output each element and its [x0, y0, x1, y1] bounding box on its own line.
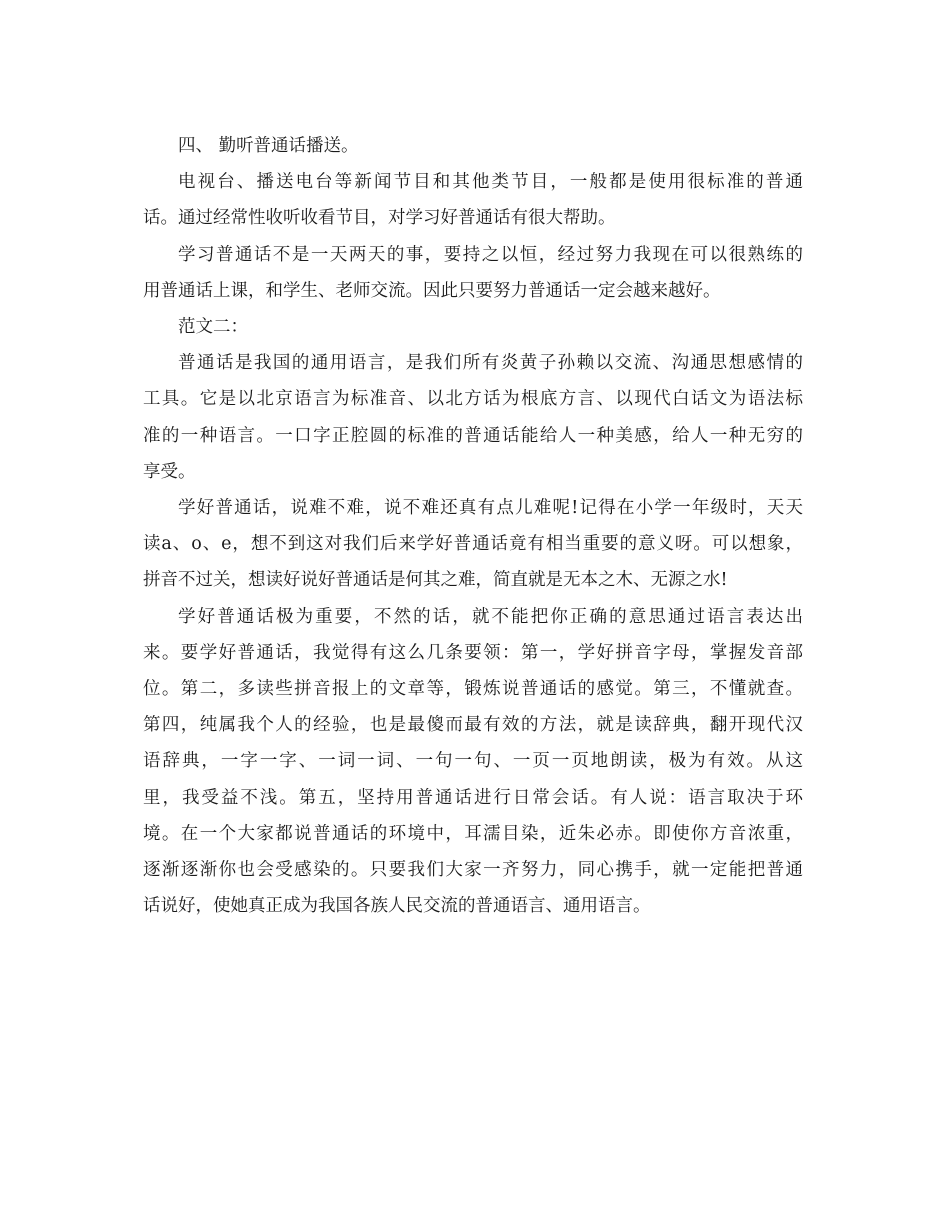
text-line: 话说好，使她真正成为我国各族人民交流的普通语言、通用语言。 [143, 896, 651, 917]
heading-sample-two [143, 309, 803, 345]
text-line: 话。通过经常性收听收看节目，对学习好普通话有很大帮助。 [143, 208, 616, 229]
text-line: 第四，纯属我个人的经验，也是最傻而最有效的方法，就是读辞典，翻开现代汉 [143, 715, 803, 736]
text-line: 享受。 [143, 461, 196, 482]
document-body [143, 128, 803, 924]
text-line: 范文二： [178, 317, 248, 338]
heading-four [143, 128, 803, 164]
paragraph-persistence [143, 237, 803, 309]
paragraph-pinyin [143, 490, 803, 599]
text-line: 逐渐逐渐你也会受感染的。只要我们大家一齐努力，同心携手，就一定能把普通 [143, 860, 803, 881]
text-line: 里，我受益不浅。第五，坚持用普通话进行日常会话。有人说：语言取决于环 [143, 787, 803, 808]
text-line: 位。第二，多读些拼音报上的文章等，锻炼说普通话的感觉。第三，不懂就查。 [143, 679, 803, 700]
text-line: 语辞典，一字一字、一词一词、一句一句、一页一页地朗读，极为有效。从这 [143, 751, 803, 772]
text-line: 来。要学好普通话，我觉得有这么几条要领：第一，学好拼音字母，掌握发音部 [143, 642, 803, 663]
text-line: 电视台、播送电台等新闻节目和其他类节目，一般都是使用很标准的普通 [178, 172, 803, 193]
text-line: 拼音不过关，想读好说好普通话是何其之难，简直就是无本之木、无源之水! [143, 570, 728, 591]
text-line: 学习普通话不是一天两天的事，要持之以恒，经过努力我现在可以很熟练的 [178, 244, 803, 265]
text-line: 学好普通话极为重要，不然的话，就不能把你正确的意思通过语言表达出 [178, 606, 803, 627]
text-line: 准的一种语言。一口字正腔圆的标准的普通话能给人一种美感，给人一种无穷的 [143, 425, 803, 446]
text-line: 境。在一个大家都说普通话的环境中，耳濡目染，近朱必赤。即使你方音浓重， [143, 823, 803, 844]
text-line: 学好普通话，说难不难，说不难还真有点儿难呢!记得在小学一年级时，天天 [178, 498, 803, 519]
paragraph-methods [143, 599, 803, 925]
text-line: 普通话是我国的通用语言，是我们所有炎黄子孙赖以交流、沟通思想感情的 [178, 353, 803, 374]
text-line: 读a、o、e，想不到这对我们后来学好普通话竟有相当重要的意义呀。可以想象， [143, 534, 803, 555]
paragraph-intro [143, 345, 803, 490]
text-line: 四、 勤听普通话播送。 [178, 136, 359, 156]
paragraph-broadcast [143, 164, 803, 236]
text-line: 工具。它是以北京语言为标准音、以北方话为根底方言、以现代白话文为语法标 [143, 389, 803, 410]
text-line: 用普通话上课，和学生、老师交流。因此只要努力普通话一定会越来越好。 [143, 280, 721, 301]
